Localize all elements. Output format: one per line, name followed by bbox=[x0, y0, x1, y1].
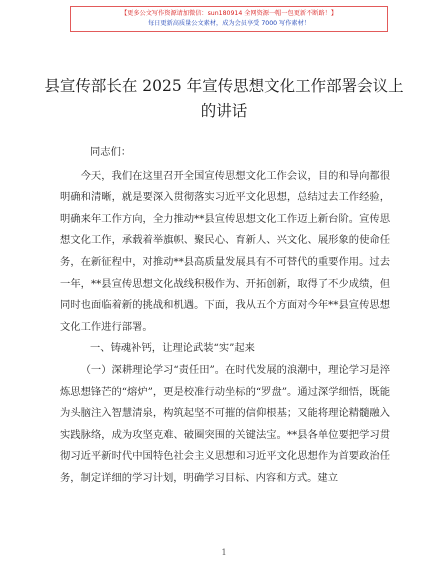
promo-banner bbox=[70, 6, 388, 32]
page-number: 1 bbox=[221, 548, 227, 557]
paragraph-theory-study: （一）深耕理论学习“责任田”。在时代发展的浪潮中，理论学习是淬炼思想锋芒的“熔炉”，更是校准行动坐标的“罗盘”。通过深学细悟，既能为头脑注入智慧清泉，构筑起坚不可摧的信仰根基；又能将理论精髓融入实践脉络，成为攻坚克难、破圈突围的关键法宝。**县各单位要把学习贯彻习近平新时代中国特色社会主义思想和习近平文化思想作为首要政治任务，制定详细的学习计划，明确学习目标、内容和方式。建立 bbox=[60, 363, 390, 484]
section-heading: 一、铸魂补钙，让理论武装“实”起来 bbox=[90, 342, 255, 355]
paragraph-intro: 今天，我们在这里召开全国宣传思想文化工作会议，目的和导向都很明确和清晰，就是要深入贯彻落实习近平文化思想，总结过去工作经验，明确来年工作方向，全力推动**县宣传思想文化工作迈上新台阶。宣传思想文化工作，承载着举旗帜、聚民心、育新人、兴文化、展形象的使命任务，在新征程中，对推动**县高质量发展具有不可替代的重要作用。过去一年，**县宣传思想文化战线积极作为、开拓创新，取得了不少成绩，但同时也面临着新的挑战和机遇。下面，我从五个方面对今年**县宣传思想文化工作进行部署。 bbox=[60, 169, 390, 333]
promo-line-1: 【更多公文写作资源请加微信：sun180914 全网资源一帽一包更新不断路！】 bbox=[120, 10, 338, 17]
document-title: 县宣传部长在 2025 年宣传思想文化工作部署会议上的讲话 bbox=[44, 77, 404, 120]
promo-line-2: 每日更新高质量公文素材，成为会员享受 7000 写作素材！ bbox=[148, 20, 310, 27]
document-body bbox=[60, 142, 390, 490]
salutation: 同志们： bbox=[90, 146, 132, 158]
